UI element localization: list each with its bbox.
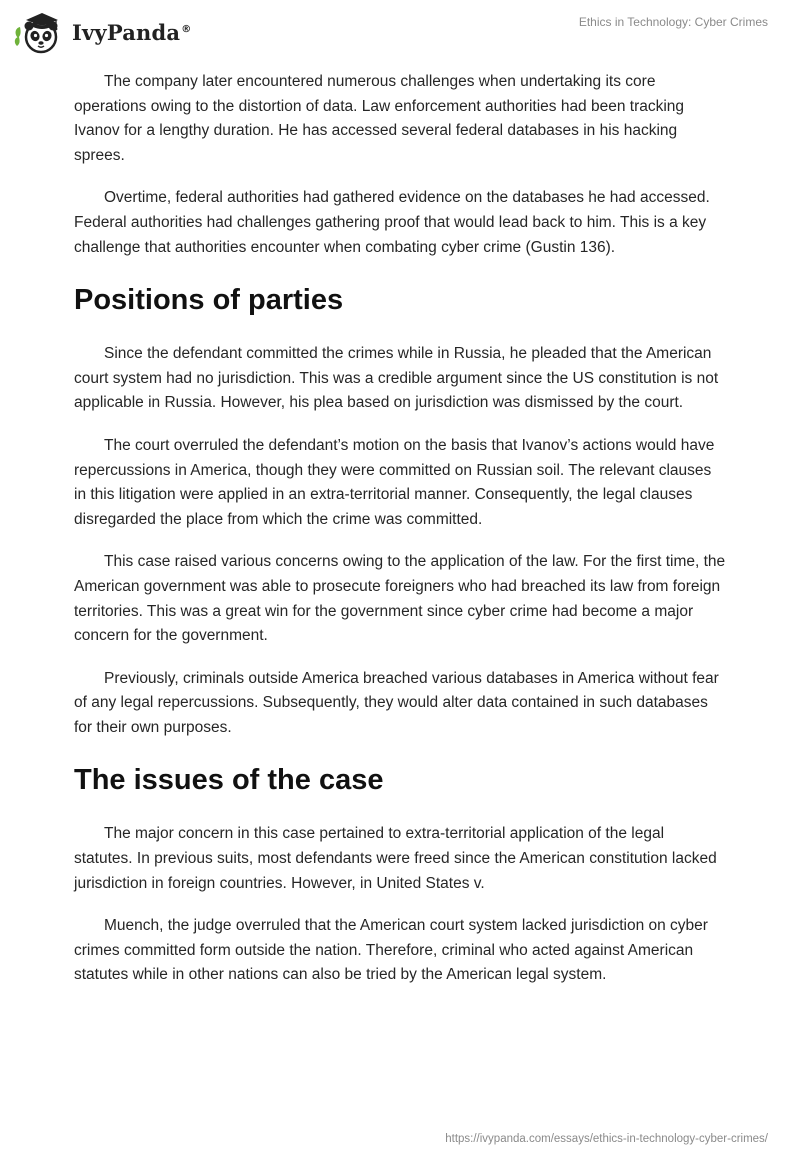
paragraph: Overtime, federal authorities had gathered evidence on the databases he had accessed. Federal authorities had challenges gathering proof that would lead back to him. This is a key challenge that authorities encounter when combating cyber crime (Gustin 136). <box>74 189 710 256</box>
paragraph: The court overruled the defendant’s motion on the basis that Ivanov’s actions would have repercussions in America, though they were committed on Russian soil. The relevant clauses in this litigation were applied in an extra-territorial manner. Consequently, the legal clauses disregarded the place from which the crime was committed. <box>74 436 715 528</box>
brand-logo[interactable] <box>14 8 191 56</box>
document-title: Ethics in Technology: Cyber Crimes <box>578 15 768 29</box>
section-heading-issues: The issues of the case <box>74 764 384 797</box>
paragraph: The major concern in this case pertained to extra-territorial application of the legal statutes. In previous suits, most defendants were freed since the American constitution lacked jurisdiction in foreign countries. However, in United States v. <box>74 825 717 892</box>
paragraph: Previously, criminals outside America breached various databases in America without fear of any legal repercussions. Subsequently, they would alter data contained in such databases for their own purposes. <box>74 669 719 736</box>
page-header <box>0 0 800 64</box>
registered-mark: ® <box>181 23 192 35</box>
paragraph: Muench, the judge overruled that the American court system lacked jurisdiction on cyber crimes committed form outside the nation. Therefore, criminal who acted against American statutes while in other nations can also be tried by the American legal system. <box>74 917 708 984</box>
source-url[interactable]: https://ivypanda.com/essays/ethics-in-technology-cyber-crimes/ <box>445 1133 768 1145</box>
paragraph: Since the defendant committed the crimes while in Russia, he pleaded that the American court system had no jurisdiction. This was a credible argument since the US constitution is not applicable in Russia. However, his plea based on jurisdiction was dismissed by the court. <box>74 345 719 412</box>
section-heading-positions: Positions of parties <box>74 284 344 317</box>
panda-graduate-icon <box>14 8 64 56</box>
essay-body <box>74 70 726 1006</box>
paragraph: This case raised various concerns owing to the application of the law. For the first time, the American government was able to prosecute foreigners who had breached its law from foreign territories. This was a great win for the government since cyber crime had become a major concern for the government. <box>74 553 726 645</box>
brand-name: IvyPanda® <box>72 19 192 45</box>
paragraph: The company later encountered numerous challenges when undertaking its core operations owing to the distortion of data. Law enforcement authorities had been tracking Ivanov for a lengthy duration. He has accessed several federal databases in his hacking sprees. <box>74 73 685 164</box>
